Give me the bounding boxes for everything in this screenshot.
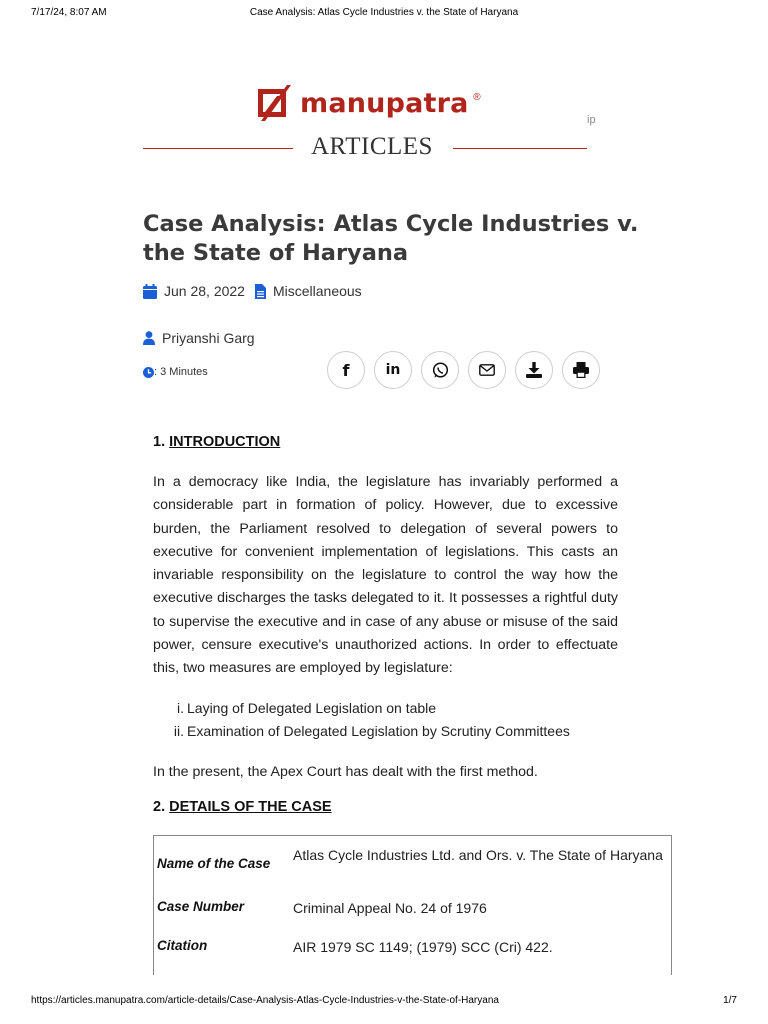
row-value: Atlas Cycle Industries Ltd. and Ors. v. The State of Haryana bbox=[293, 847, 663, 863]
article-category[interactable] bbox=[255, 283, 362, 299]
articles-banner bbox=[143, 133, 587, 163]
case-details-table bbox=[153, 835, 672, 975]
list-item bbox=[160, 697, 570, 720]
brand-name: manupatra bbox=[300, 87, 469, 119]
article-author bbox=[143, 330, 255, 346]
section-title: DETAILS OF THE CASE bbox=[169, 799, 332, 815]
clock-icon bbox=[143, 367, 154, 378]
row-key: Name of the Case bbox=[157, 856, 271, 871]
mail-icon bbox=[479, 364, 495, 376]
article-title: Case Analysis: Atlas Cycle Industries v. the State of Haryana bbox=[143, 211, 639, 266]
document-icon bbox=[255, 284, 266, 299]
print-icon bbox=[573, 362, 589, 378]
read-time-label: : 3 Minutes bbox=[154, 366, 208, 378]
section-title: INTRODUCTION bbox=[169, 434, 281, 450]
row-key: Case Number bbox=[157, 899, 245, 914]
print-header bbox=[0, 7, 768, 21]
read-time bbox=[143, 366, 208, 378]
calendar-icon bbox=[143, 284, 157, 299]
section-heading-case-details bbox=[153, 799, 332, 815]
closing-paragraph: In the present, the Apex Court has dealt with the first method. bbox=[153, 764, 538, 780]
author-name: Priyanshi Garg bbox=[162, 330, 255, 346]
user-icon bbox=[143, 331, 155, 345]
whatsapp-share-button[interactable] bbox=[421, 351, 459, 389]
print-date: 7/17/24, 8:07 AM bbox=[31, 7, 107, 18]
list-text: Laying of Delegated Legislation on table bbox=[187, 700, 437, 716]
section-number: 1. bbox=[153, 434, 166, 450]
list-number: i. bbox=[177, 700, 184, 716]
print-url: https://articles.manupatra.com/article-details/Case-Analysis-Atlas-Cycle-Industries-v-the-State-of-Haryana bbox=[31, 995, 499, 1006]
measures-list bbox=[160, 697, 570, 743]
section-heading-introduction bbox=[153, 434, 280, 450]
print-button[interactable] bbox=[562, 351, 600, 389]
section-label: ARTICLES bbox=[311, 133, 433, 160]
article-meta bbox=[143, 283, 362, 299]
list-item bbox=[160, 720, 570, 743]
manupatra-logo[interactable] bbox=[255, 80, 481, 126]
email-share-button[interactable] bbox=[468, 351, 506, 389]
list-text: Examination of Delegated Legislation by Scrutiny Committees bbox=[187, 723, 570, 739]
download-button[interactable] bbox=[515, 351, 553, 389]
linkedin-icon: in bbox=[385, 362, 401, 378]
download-icon bbox=[526, 362, 542, 378]
article-date: Jun 28, 2022 bbox=[164, 283, 245, 299]
intro-paragraph: In a democracy like India, the legislature has invariably performed a considerable part in formation of policy. However, due to excessive burden, the Parliament resolved to delegation of several powers to executive for convenient implementation of legislations. This casts an invariable responsibility on the legislature to control the way how the executive discharges the tasks delegated to it. It possesses a rightful duty to supervise the executive and in case of any abuse or misuse of the said power, censure executive's unauthorized actions. In order to effectuate this, two measures are employed by legislature: bbox=[153, 474, 618, 677]
divider-left bbox=[143, 148, 293, 149]
row-key: Citation bbox=[157, 938, 208, 953]
whatsapp-icon bbox=[432, 362, 449, 379]
linkedin-share-button[interactable] bbox=[374, 351, 412, 389]
facebook-icon: f bbox=[342, 360, 350, 380]
row-value: Criminal Appeal No. 24 of 1976 bbox=[293, 900, 487, 916]
facebook-share-button[interactable] bbox=[327, 351, 365, 389]
share-bar bbox=[327, 351, 609, 389]
registered-mark: ® bbox=[473, 92, 481, 103]
manupatra-logo-mark-icon bbox=[255, 83, 295, 123]
row-value: AIR 1979 SC 1149; (1979) SCC (Cri) 422. bbox=[293, 939, 553, 955]
list-number: ii. bbox=[173, 723, 184, 739]
page-number: 1/7 bbox=[723, 995, 737, 1006]
divider-right bbox=[453, 148, 587, 149]
category-label: Miscellaneous bbox=[272, 283, 362, 299]
section-number: 2. bbox=[153, 799, 166, 815]
print-title: Case Analysis: Atlas Cycle Industries v. the State of Haryana bbox=[249, 7, 519, 18]
side-text-fragment: ip bbox=[587, 114, 596, 126]
